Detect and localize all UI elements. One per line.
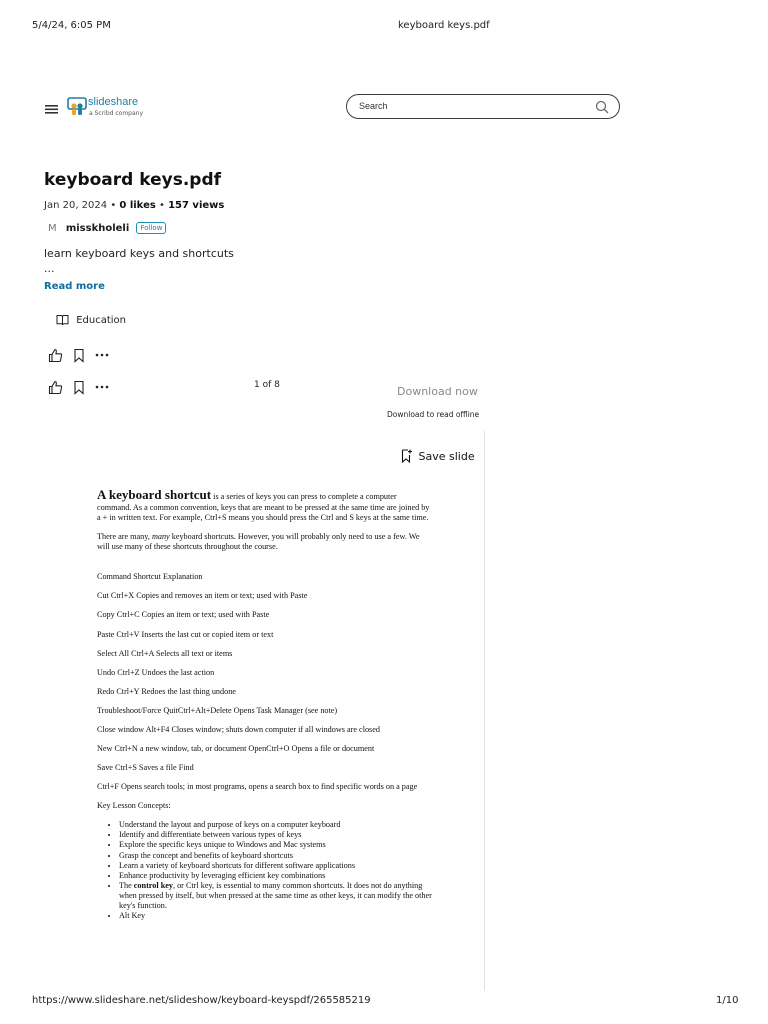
like-icon[interactable] [48, 348, 63, 363]
book-icon [56, 314, 69, 326]
search-bar[interactable] [346, 94, 620, 119]
many-em: many [151, 532, 170, 542]
list-item: • Identify and differentiate between various types of keys [119, 830, 432, 840]
slide-line: Close window Alt+F4 Closes window; shuts down computer if all windows are closed [97, 724, 380, 734]
slide-content [97, 487, 432, 921]
slide-line: Copy Ctrl+C Copies an item or text; used with Paste [97, 610, 270, 620]
avatar[interactable]: M [48, 223, 57, 234]
slideshare-logo-icon [67, 97, 87, 117]
search-input[interactable]: Search [359, 101, 388, 111]
bookmark-icon[interactable] [73, 348, 85, 363]
save-slide-label: Save slide [418, 450, 475, 463]
print-datetime: 5/4/24, 6:05 PM [32, 20, 111, 31]
list-item: • Explore the specific keys unique to Windows and Mac systems [119, 840, 432, 850]
slide-line: Command Shortcut Explanation [97, 572, 203, 582]
many-pre: There are many, [97, 532, 152, 542]
more-icon[interactable] [95, 353, 109, 357]
ctrl-pre: The [119, 880, 134, 890]
category-label: Education [76, 315, 126, 326]
download-offline-caption: Download to read offline [387, 410, 480, 419]
bookmark-add-icon [401, 449, 412, 463]
print-doc-title: keyboard keys.pdf [398, 20, 490, 31]
brand-name: slideshare [88, 96, 139, 108]
follow-button[interactable]: Follow [136, 222, 166, 234]
print-url: https://www.slideshare.net/slideshow/keyboard-keyspdf/265585219 [32, 995, 371, 1006]
document-description: learn keyboard keys and shortcuts [44, 247, 234, 260]
slide-line: Paste Ctrl+V Inserts the last cut or copied item or text [97, 629, 274, 639]
slide-many [97, 532, 432, 552]
save-slide-button[interactable] [401, 449, 475, 463]
like-icon[interactable] [48, 380, 63, 395]
list-item: • Enhance productivity by leveraging efficient key combinations [119, 871, 432, 881]
document-title: keyboard keys.pdf [44, 170, 222, 190]
slide-line: Ctrl+F Opens search tools; in most programs, opens a search box to find specific words on a page [97, 782, 418, 792]
many-post: keyboard shortcuts. However, you will probably only need to use a few. We will use many of these shortcuts throughout the course. [97, 532, 420, 552]
document-meta: Jan 20, 2024 • 0 likes • 157 views [44, 200, 225, 211]
list-item: • Grasp the concept and benefits of keyboard shortcuts [119, 851, 432, 861]
description-ellipsis: ... [44, 262, 55, 275]
slide-line: Key Lesson Concepts: [97, 801, 171, 811]
upload-date: Jan 20, 2024 [44, 200, 108, 211]
list-item: • Understand the layout and purpose of keys on a computer keyboard [119, 820, 432, 830]
ctrl-bold: control key [133, 880, 173, 890]
search-icon[interactable] [595, 100, 609, 114]
slide-intro-text: is a series of keys you can press to complete a computer command. As a common convention, keys that are meant to be pressed at the same time are joined by a + in written text. For example, Ctrl+S means you should press the Ctrl and S keys at the same time. [97, 492, 430, 523]
slide-heading: A keyboard shortcut [97, 487, 212, 502]
author-row [44, 222, 166, 234]
author-name[interactable]: misskholeli [65, 223, 130, 234]
likes-count: 0 likes [119, 200, 156, 211]
list-item [119, 881, 432, 911]
slide-line: Redo Ctrl+Y Redoes the last thing undone [97, 686, 236, 696]
list-item: • Alt Key [119, 911, 432, 921]
views-count: 157 views [168, 200, 225, 211]
slide-intro [97, 487, 432, 523]
ctrl-post: , or Ctrl key, is essential to many common shortcuts. It does not do anything when pressed by itself, but when pressed at the same time as other keys, it can modify the other key's function. [119, 880, 432, 910]
concept-list [97, 820, 432, 921]
list-item: • Learn a variety of keyboard shortcuts for different software applications [119, 861, 432, 871]
slide-line: Troubleshoot/Force QuitCtrl+Alt+Delete Opens Task Manager (see note) [97, 705, 338, 715]
slide-line: Undo Ctrl+Z Undoes the last action [97, 667, 215, 677]
bookmark-icon[interactable] [73, 380, 85, 395]
download-now-button[interactable]: Download now [397, 385, 478, 398]
slide-line: Save Ctrl+S Saves a file Find [97, 763, 194, 773]
slideshare-logo[interactable] [67, 96, 147, 120]
more-icon[interactable] [95, 385, 109, 389]
brand-tagline: a Scribd company [89, 110, 144, 117]
print-page-number: 1/10 [716, 995, 739, 1006]
category-tag[interactable] [56, 314, 126, 326]
slide-line: New Ctrl+N a new window, tab, or document OpenCtrl+O Opens a file or document [97, 744, 375, 753]
menu-icon[interactable] [45, 100, 59, 112]
slide-line: Cut Ctrl+X Copies and removes an item or text; used with Paste [97, 591, 308, 601]
slide-line: Select All Ctrl+A Selects all text or items [97, 648, 233, 658]
page-indicator: 1 of 8 [254, 380, 280, 390]
read-more-link[interactable]: Read more [44, 281, 105, 292]
